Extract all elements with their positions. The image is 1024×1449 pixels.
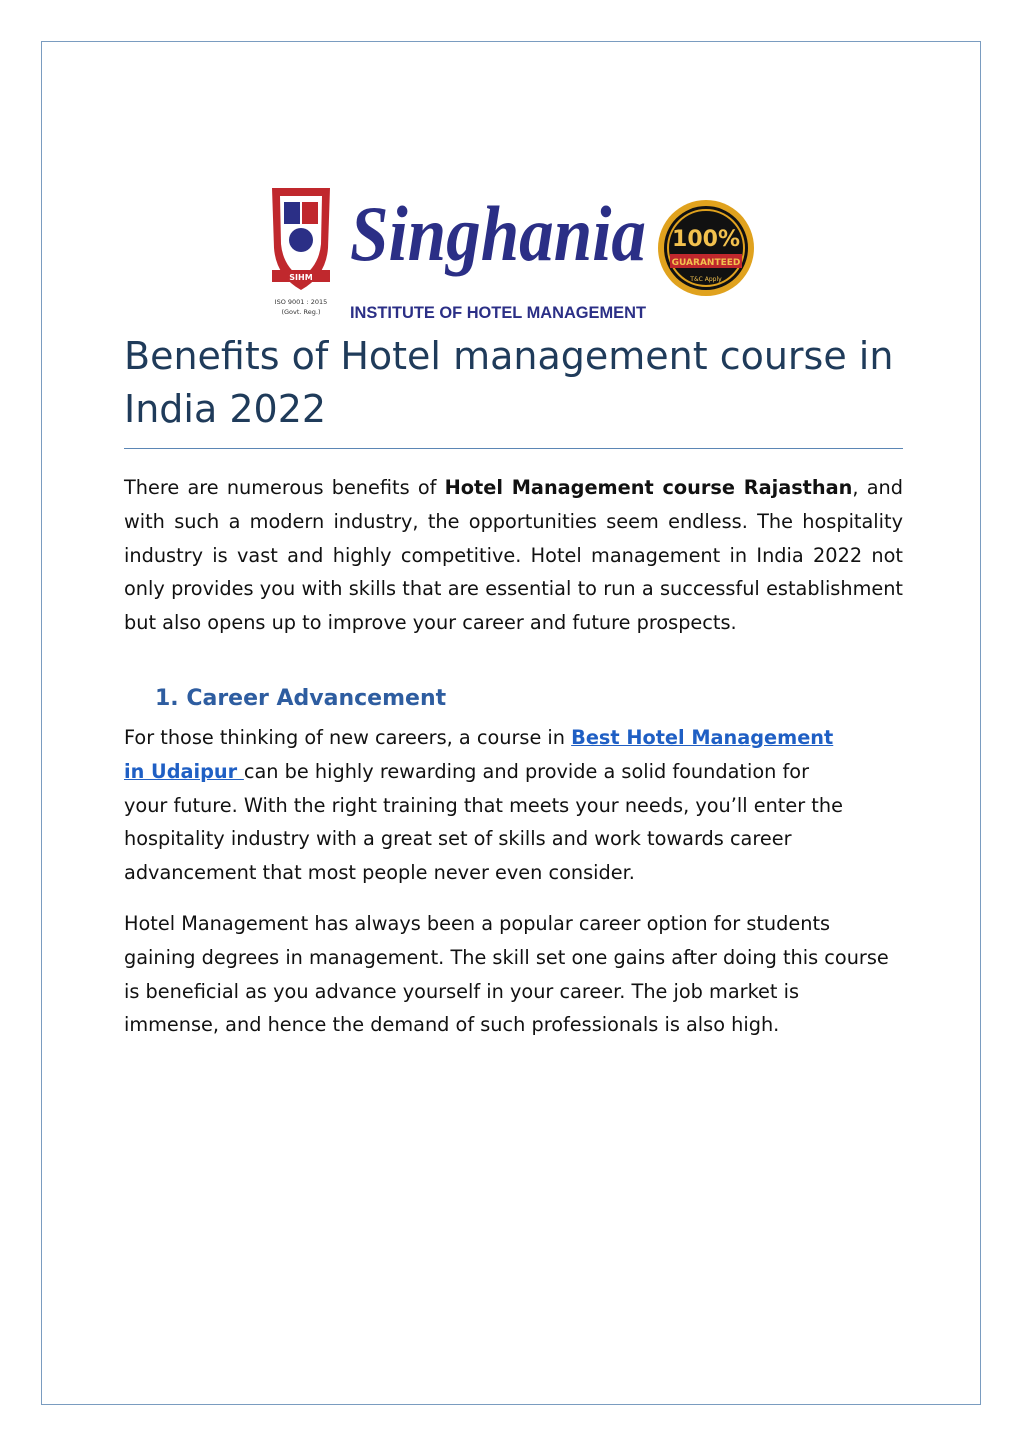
career-paragraph-1 bbox=[124, 721, 844, 890]
career-paragraph-2: Hotel Management has always been a popular career option for students gaining degrees in management. The skill set one gains after doing this course is beneficial as you advance yourself in your career. The job market is immense, and hence the demand of such professionals is also high. bbox=[124, 912, 889, 1037]
intro-text-after: , and with such a modern industry, the opportunities seem endless. The hospitality industry is vast and highly competitive. Hotel management in India 2022 not only provides you with skills that are essential to run a successful establishment but also opens up to improve your career and future prospects. bbox=[124, 476, 903, 635]
badge-text: GUARANTEED bbox=[671, 258, 741, 268]
badge-percent: 100% bbox=[672, 227, 740, 252]
career-para1-before-link: For those thinking of new careers, a course in bbox=[124, 726, 572, 749]
intro-paragraph bbox=[124, 471, 903, 640]
crest-initials: SIHM bbox=[289, 273, 313, 282]
logo bbox=[266, 178, 760, 324]
crest-icon bbox=[272, 188, 330, 316]
career-para1-after-link: can be highly rewarding and provide a solid foundation for your future. With the right training that meets your needs, you’ll enter the hospitality industry with a great set of skills and work towards career advancement that most people never even consider. bbox=[124, 759, 843, 885]
page-title: Benefits of Hotel management course in India 2022 bbox=[124, 334, 894, 431]
intro-text-before: There are numerous benefits of bbox=[124, 476, 445, 499]
guarantee-badge-icon bbox=[658, 200, 754, 296]
brand-name: Singhania bbox=[350, 190, 646, 277]
best-hotel-management-udaipur-link[interactable]: Best Hotel Management in Udaipur bbox=[124, 726, 834, 783]
section-heading-career-advancement: 1. Career Advancement bbox=[155, 686, 447, 711]
badge-note: T&C Apply bbox=[690, 276, 722, 283]
crest-cert-line-1: ISO 9001 : 2015 bbox=[274, 298, 328, 306]
brand-subtitle: INSTITUTE OF HOTEL MANAGEMENT bbox=[350, 303, 647, 322]
title-divider bbox=[124, 448, 903, 449]
crest-cert-line-2: (Govt. Reg.) bbox=[281, 308, 321, 316]
intro-bold-phrase: Hotel Management course Rajasthan bbox=[444, 476, 853, 499]
